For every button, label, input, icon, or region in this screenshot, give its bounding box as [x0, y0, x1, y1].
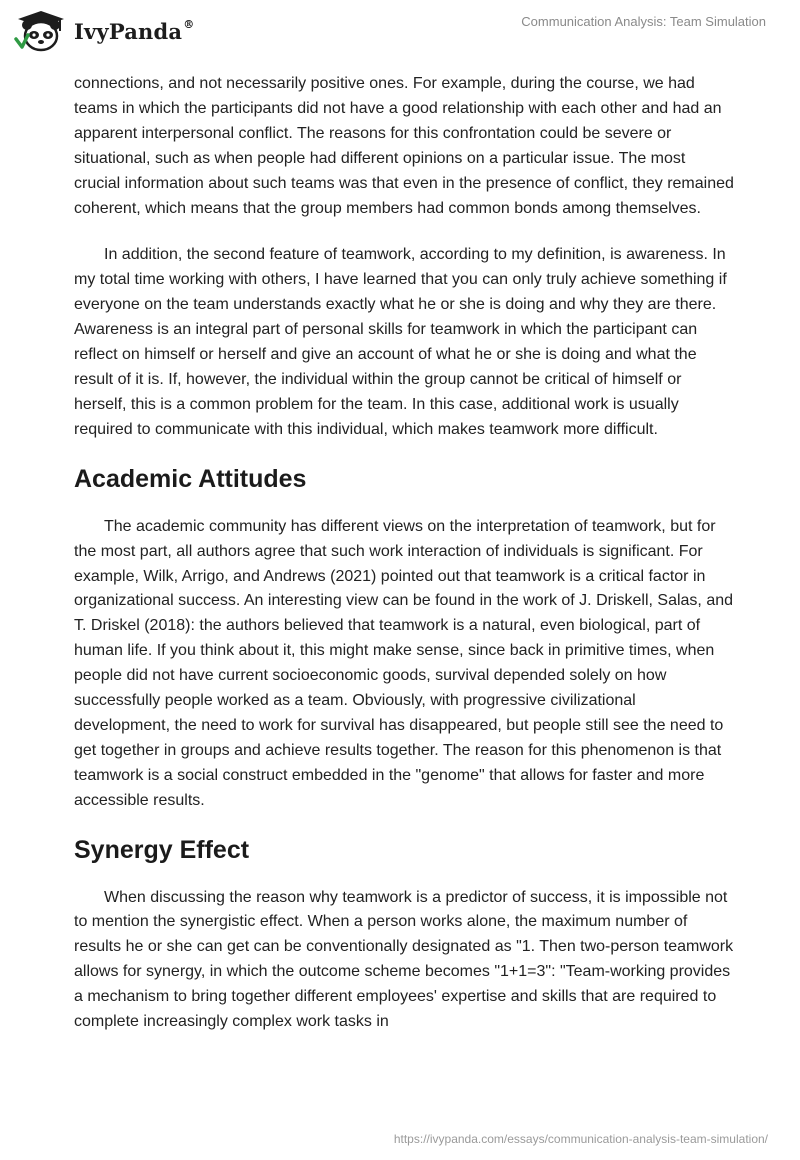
- paragraph: The academic community has different views on the interpretation of teamwork, but for the most part, all authors agree that such work interaction of individuals is significant. For example, Wilk, Arrigo, and Andrews (2021) pointed out that teamwork is a critical factor in organizational success. An interesting view can be found in the work of J. Driskell, Salas, and T. Driskel (2018): the authors believed that teamwork is a natural, even biological, part of human life. If you think about it, this might make sense, since back in primitive times, when people did not have current socioeconomic goods, survival depended solely on how successfully people worked as a team. Obviously, with progressive civilizational development, the need to work for survival has disappeared, but people still see the need to get together in groups and achieve results together. The reason for this phenomenon is that teamwork is a social construct embedded in the "genome" that allows for faster and more accessible results.: [74, 517, 734, 809]
- panda-graduate-icon: [14, 9, 68, 53]
- section-heading: Academic Attitudes: [74, 464, 307, 493]
- paragraph: connections, and not necessarily positive ones. For example, during the course, we had teams in which the participants did not have a good relationship with each other and had an apparent interpersonal conflict. The reasons for this confrontation could be severe or situational, such as when people had different opinions on a particular issue. The most crucial information about such teams was that even in the presence of conflict, they remained coherent, which means that the group members had common bonds among themselves.: [74, 75, 734, 217]
- document-title: Communication Analysis: Team Simulation: [521, 14, 766, 29]
- source-url[interactable]: https://ivypanda.com/essays/communication-analysis-team-simulation/: [393, 1132, 768, 1146]
- page-header: [0, 0, 800, 70]
- essay-body: [74, 72, 734, 1035]
- paragraph: When discussing the reason why teamwork is a predictor of success, it is impossible not to mention the synergistic effect. When a person works alone, the maximum number of results he or she can get can be conventionally designated as "1. Then two-person teamwork allows for synergy, in which the outcome scheme becomes "1+1=3": "Team-working provides a mechanism to bring together different employees' expertise and skills that are required to complete increasingly complex work tasks in: [74, 888, 734, 1031]
- section-heading: Synergy Effect: [74, 835, 250, 864]
- paragraph: In addition, the second feature of teamwork, according to my definition, is awareness. In my total time working with others, I have learned that you can only truly achieve something if everyone on the team understands exactly what he or she is doing and why they are there. Awareness is an integral part of personal skills for teamwork in which the participant can reflect on himself or herself and give an account of what he or she is doing and what the result of it is. If, however, the individual within the group cannot be critical of himself or herself, this is a common problem for the team. In this case, additional work is usually required to communicate with this individual, which makes teamwork more difficult.: [74, 246, 727, 438]
- brand-logo[interactable]: [14, 9, 194, 53]
- brand-name: IvyPanda®: [74, 17, 195, 44]
